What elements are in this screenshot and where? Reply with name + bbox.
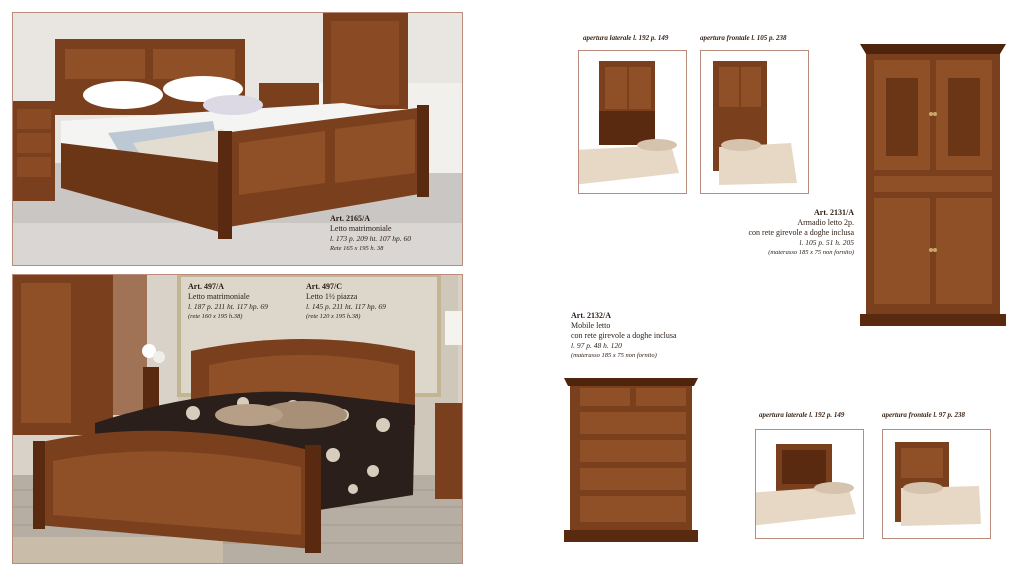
- frame-lateral-opening-bottom: [755, 429, 864, 539]
- image-chest-bed-2132a: [562, 374, 700, 546]
- art-number: Art. 497/A: [188, 282, 224, 291]
- caption-line: Armadio letto 2p.: [797, 218, 854, 227]
- caption-line: Letto matrimoniale: [188, 292, 250, 301]
- art-number: Art. 2131/A: [814, 208, 854, 217]
- art-number: Art. 2165/A: [330, 214, 370, 223]
- caption-2131a: [738, 208, 854, 258]
- caption-line: Mobile letto: [571, 321, 611, 330]
- caption-note: (materasso 185 x 75 non fornito): [768, 249, 854, 256]
- caption-line: Letto matrimoniale: [330, 224, 392, 233]
- caption-note: Rete 165 x 195 h. 38: [330, 245, 384, 252]
- art-number: Art. 497/C: [306, 282, 342, 291]
- caption-note: (rete 160 x 195 h.38): [188, 313, 243, 320]
- frame-lateral-opening-top: [578, 50, 687, 194]
- art-number: Art. 2132/A: [571, 311, 611, 320]
- frame-frontal-opening-top: [700, 50, 809, 194]
- label-frontal-opening-bottom: apertura frontale l. 97 p. 238: [882, 411, 966, 419]
- caption-dimensions: l. 173 p. 209 ht. 107 hp. 60: [330, 234, 412, 243]
- image-wardrobe-bed-2131a: [856, 38, 1010, 328]
- caption-2165a: [330, 214, 411, 254]
- label-lateral-opening-bottom: apertura laterale l. 192 p. 149: [759, 411, 845, 419]
- caption-dimensions: l. 97 p. 48 h. 120: [571, 341, 622, 350]
- label-frontal-opening-top: apertura frontale l. 105 p. 238: [700, 34, 787, 42]
- caption-497a: [188, 282, 268, 322]
- caption-2132a: [571, 311, 677, 361]
- caption-note: (rete 120 x 195 h.38): [306, 313, 361, 320]
- label-lateral-opening-top: apertura laterale l. 192 p. 149: [583, 34, 669, 42]
- caption-dimensions: l. 187 p. 211 ht. 117 hp. 69: [188, 302, 268, 311]
- caption-dimensions: l. 105 p. 51 h. 205: [799, 238, 854, 247]
- frame-frontal-opening-bottom: [882, 429, 991, 539]
- caption-dimensions: l. 145 p. 211 ht. 117 hp. 69: [306, 302, 386, 311]
- caption-note: (materasso 185 x 75 non fornito): [571, 352, 657, 359]
- caption-line: con rete girevole a doghe inclusa: [748, 228, 854, 237]
- caption-497c: [306, 282, 386, 322]
- caption-line: Letto 1½ piazza: [306, 292, 358, 301]
- caption-line: con rete girevole a doghe inclusa: [571, 331, 677, 340]
